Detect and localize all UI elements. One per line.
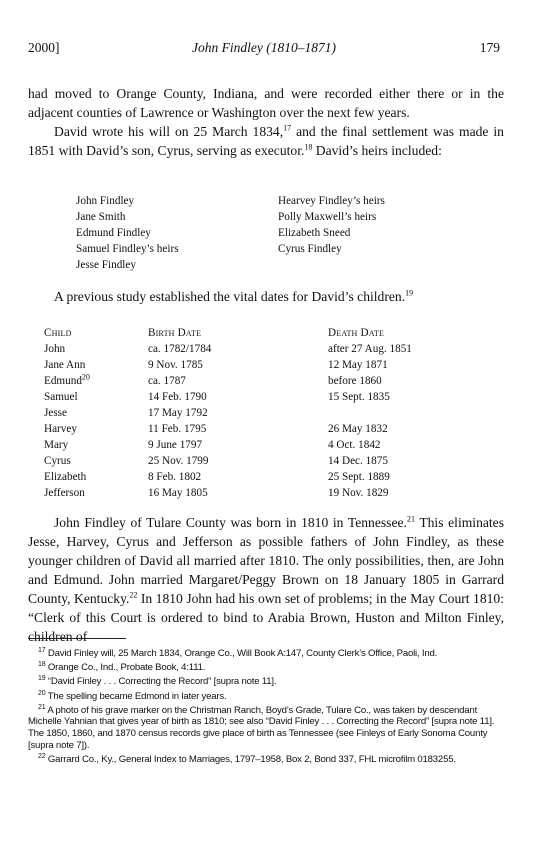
heirs-column-2	[278, 193, 385, 257]
list-item: Samuel Findley’s heirs	[76, 243, 179, 255]
child-name: Jane Ann	[44, 359, 86, 371]
child-name: John	[44, 343, 66, 355]
death-date: 25 Sept. 1889	[328, 471, 390, 483]
paragraph-tulare: John Findley of Tulare County was born in 1810 in Tennessee.$^{21}$ This eliminates Jesse, Harvey, Cyrus and Jefferson as possible fathers of John Findley, as these younger children of David all married after 1810. The only possibilities, then, are John and Edmund. John married Margaret/Peggy Brown on 18 January 1805 in Garrard County, Kentucky.$^{22}$ In 1810 John had his own set of problems; in the May Court 1810: “Clerk of this Court is ordered to bind to Arabia Brown, Huston and Milton Finley, children of	[28, 514, 505, 644]
list-item: Jesse Findley	[76, 259, 136, 271]
birth-date: 17 May 1792	[148, 407, 208, 419]
birth-date: 16 May 1805	[148, 487, 208, 499]
birth-date: 8 Feb. 1802	[148, 471, 202, 483]
death-date: 19 Nov. 1829	[328, 487, 389, 499]
child-name: Harvey	[44, 423, 77, 435]
death-date: 12 May 1871	[328, 359, 388, 371]
footnote-19: $^{19}$ “David Finley . . . Correcting the Record” [supra note 11].	[38, 675, 277, 688]
child-name: Samuel	[44, 391, 78, 403]
birth-date: 25 Nov. 1799	[148, 455, 209, 467]
footnote-17: $^{17}$ David Finley will, 25 March 1834, Orange Co., Will Book A:147, County Clerk’s Office, Paoli, Ind.	[38, 646, 438, 659]
paragraph-will: David wrote his will on 25 March 1834,17 and the final settlement was made in 1851 with David’s son, Cyrus, serving as executor.$^{18}$ David’s heirs included:	[28, 123, 504, 158]
footnote-ref-20[interactable]: 20	[81, 372, 90, 382]
body-text-top	[28, 84, 504, 160]
list-item: Cyrus Findley	[278, 243, 342, 255]
footnote-21: $^{21}$ A photo of his grave marker on the Christman Ranch, Boyd’s Grade, Tulare Co., was taken by descendant Michelle Yahnian that gives year of birth as 1810; see also “David Finley . . . Correcting the Record” [supra note 11]. The 1850, 1860, and 1870 census records give place of birth as Tennessee (see Finleys of Early Sonoma County [supra note 7]).	[28, 703, 495, 751]
child-name: Elizabeth	[44, 471, 87, 483]
running-header	[28, 40, 500, 60]
footnote-22: $^{22}$ Garrard Co., Ky., General Index to Marriages, 1797–1958, Box 2, Bond 337, FHL microfilm 0183255.	[38, 752, 456, 765]
footnote-ref-19[interactable]: 19	[405, 288, 414, 298]
footnote-ref-21[interactable]: 21	[406, 514, 415, 524]
birth-date: 9 Nov. 1785	[148, 359, 203, 371]
heirs-column-1	[76, 193, 179, 273]
death-date: 4 Oct. 1842	[328, 439, 381, 451]
column-header-birth: Birth Date	[148, 327, 202, 339]
child-name: Jefferson	[44, 487, 85, 499]
child-name: Jesse	[44, 407, 67, 419]
birth-date: ca. 1782/1784	[148, 343, 212, 355]
child-name: Mary	[44, 439, 69, 451]
child-name: Edmund	[44, 375, 82, 387]
body-text-bottom	[28, 513, 504, 646]
header-title: John Findley (1810–1871)	[192, 40, 336, 55]
list-item: Elizabeth Sneed	[278, 227, 351, 239]
birth-date: 9 June 1797	[148, 439, 203, 451]
birth-date: 14 Feb. 1790	[148, 391, 207, 403]
death-date: before 1860	[328, 375, 382, 387]
death-date: 14 Dec. 1875	[328, 455, 388, 467]
footnote-ref-22[interactable]: 22	[129, 590, 138, 600]
footnote-divider	[28, 638, 126, 639]
footnotes	[28, 648, 504, 768]
page-number: 179	[479, 40, 500, 55]
list-item: Jane Smith	[76, 211, 126, 223]
birth-date: 11 Feb. 1795	[148, 423, 207, 435]
header-year: 2000]	[28, 40, 60, 55]
list-item: Polly Maxwell’s heirs	[278, 211, 377, 223]
footnote-20: $^{20}$ The spelling became Edmond in later years.	[38, 689, 227, 702]
footnote-ref-17[interactable]: 17	[283, 123, 292, 133]
list-item: John Findley	[76, 195, 135, 207]
death-date: after 27 Aug. 1851	[328, 343, 412, 355]
child-name: Cyrus	[44, 455, 71, 467]
list-item: Hearvey Findley’s heirs	[278, 195, 385, 207]
footnote-18: $^{18}$ Orange Co., Ind., Probate Book, 4:111.	[38, 661, 206, 674]
body-text-study	[28, 287, 504, 306]
column-header-child: Child	[44, 327, 72, 339]
paragraph-continued: had moved to Orange County, Indiana, and were recorded either there or in the adjacent counties of Lawrence or Washington over the next few years.	[28, 86, 504, 120]
death-date: 26 May 1832	[328, 423, 388, 435]
paragraph-study: A previous study established the vital dates for David’s children.$^{19}$	[54, 288, 414, 304]
death-date: 15 Sept. 1835	[328, 391, 390, 403]
list-item: Edmund Findley	[76, 227, 151, 239]
column-header-death: Death Date	[328, 327, 385, 339]
birth-date: ca. 1787	[148, 375, 186, 387]
footnote-ref-18[interactable]: 18	[304, 142, 313, 152]
